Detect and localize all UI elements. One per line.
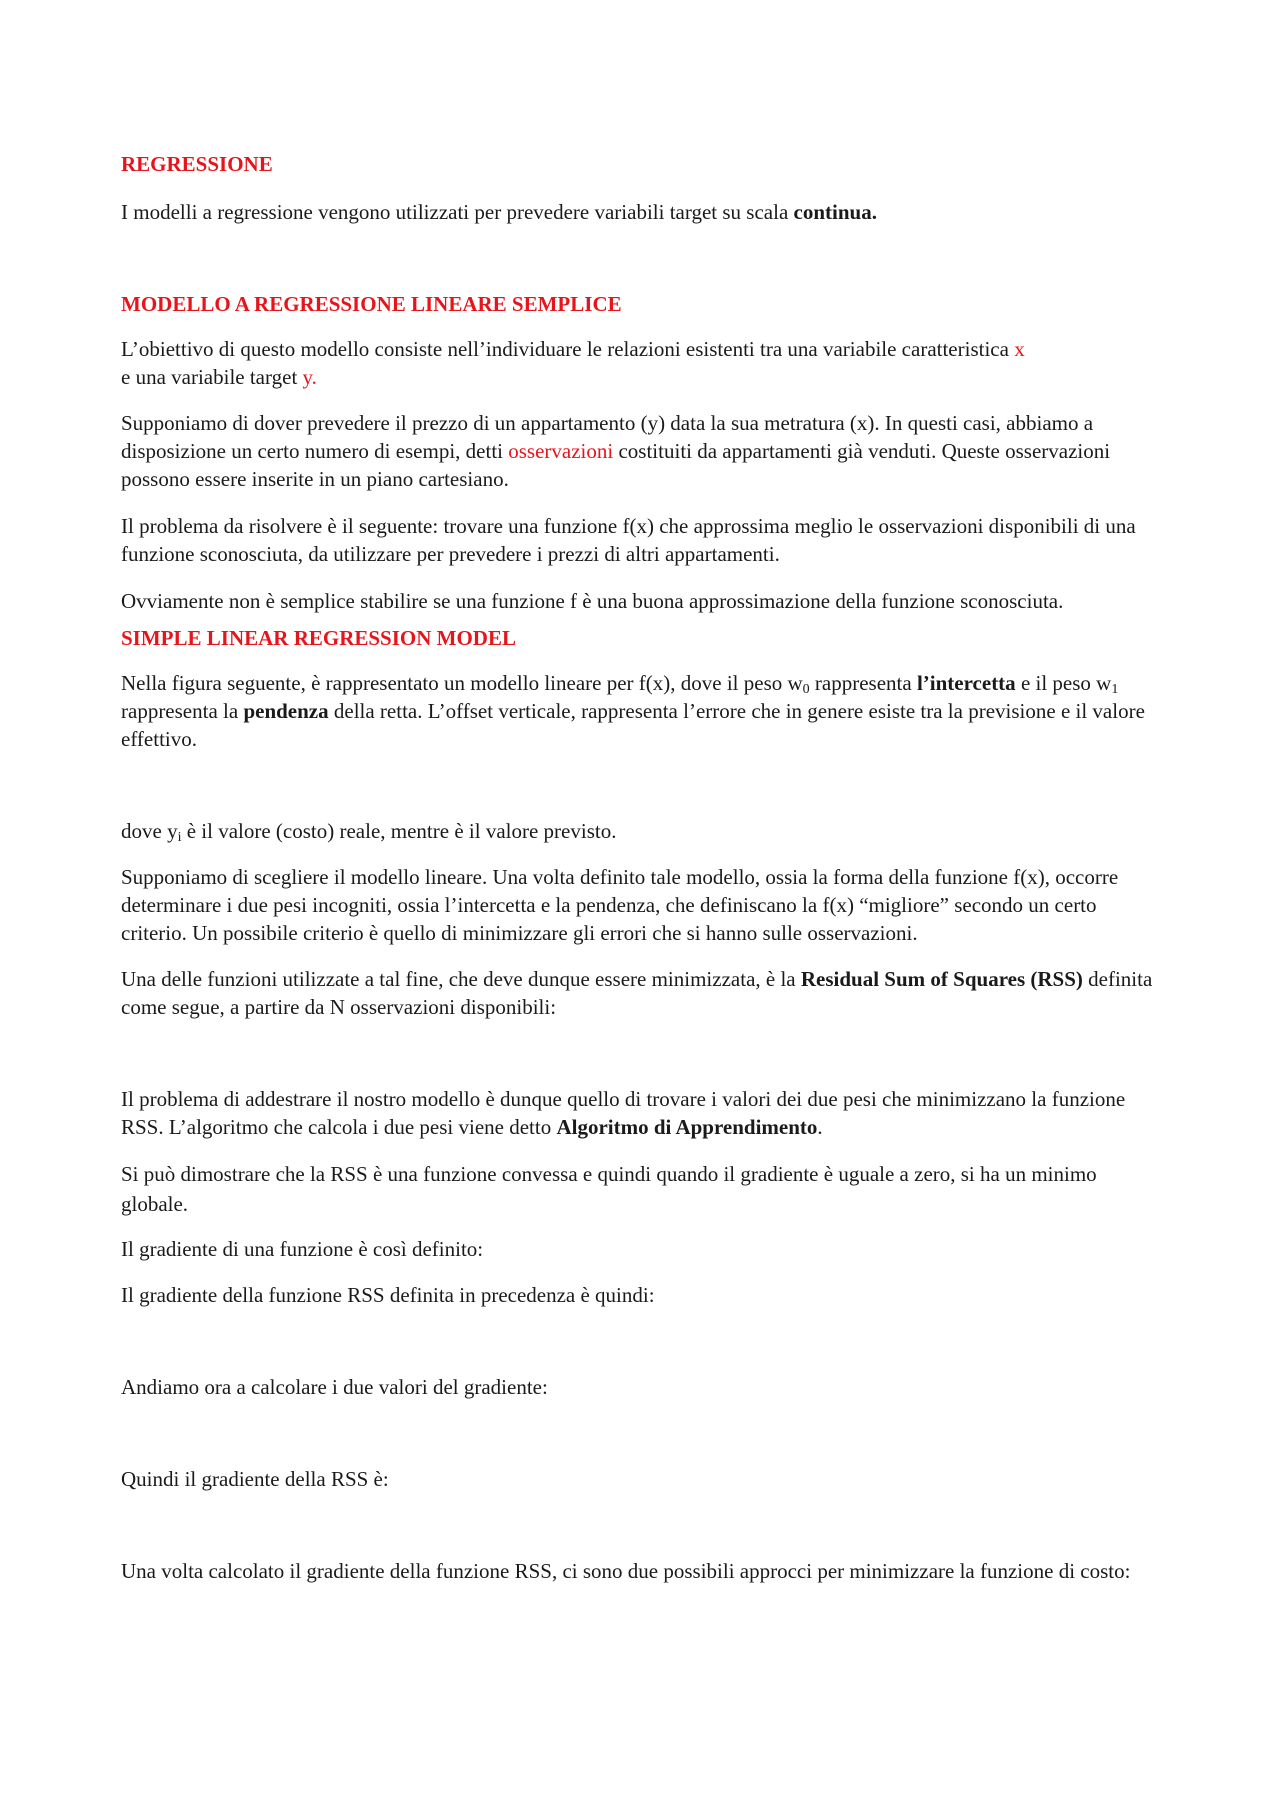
paragraph-problema: Il problema da risolvere è il seguente: trovare una funzione f(x) che approssima meglio le osservazioni disponibili di una funzione sconosciuta, da utilizzare per prevedere i prezzi di altri appartamenti. <box>121 514 1136 566</box>
paragraph-gradiente-rss: Il gradiente della funzione RSS definita in precedenza è quindi: <box>121 1283 655 1307</box>
heading-simple-linear: SIMPLE LINEAR REGRESSION MODEL <box>121 626 516 650</box>
paragraph-dove: dove $y_i$ è il valore (costo) reale, mentre è il valore previsto. <box>121 819 617 845</box>
paragraph-obiettivo: L’obiettivo di questo modello consiste nell’individuare le relazioni esistenti tra una variabile caratteristica x e una variabile target y. <box>121 337 1025 389</box>
heading-modello: MODELLO A REGRESSIONE LINEARE SEMPLICE <box>121 292 622 316</box>
paragraph-quindi: Quindi il gradiente della RSS è: <box>121 1467 389 1491</box>
paragraph-modello-lineare: Supponiamo di scegliere il modello lineare. Una volta definito tale modello, ossia la forma della funzione f(x), occorre determinare i due pesi incogniti, ossia l’intercetta e la pendenza, che definiscano la f(x) “migliore” secondo un certo criterio. Un possibile criterio è quello di minimizzare gli errori che si hanno sulle osservazioni. <box>121 865 1119 945</box>
paragraph-rss-intro: Una delle funzioni utilizzate a tal fine, che deve dunque essere minimizzata, è la Residual Sum of Squares (RSS) definita come segue, a partire da N osservazioni disponibili: <box>121 967 1153 1019</box>
heading-regressione: REGRESSIONE <box>121 152 273 176</box>
paragraph-supponiamo-prezzo: Supponiamo di dover prevedere il prezzo di un appartamento (y) data la sua metratura (x). In questi casi, abbiamo a disposizione un certo numero di esempi, detti osservazioni costituiti da appartamenti già venduti. Queste osservazioni possono essere inserite in un piano cartesiano. <box>121 411 1111 491</box>
paragraph-volta: Una volta calcolato il gradiente della funzione RSS, ci sono due possibili approcci per minimizzare la funzione di costo: <box>121 1559 1131 1583</box>
paragraph-andiamo: Andiamo ora a calcolare i due valori del gradiente: <box>121 1375 548 1399</box>
paragraph-convessa: Si può dimostrare che la RSS è una funzione convessa e quindi quando il gradiente è uguale a zero, si ha un minimo globale. <box>121 1162 1097 1216</box>
document-content <box>121 150 1161 1585</box>
paragraph-addestrare: Il problema di addestrare il nostro modello è dunque quello di trovare i valori dei due pesi che minimizzano la funzione RSS. L’algoritmo che calcola i due pesi viene detto Algoritmo di Apprendimento. <box>121 1087 1126 1139</box>
paragraph-intro: I modelli a regressione vengono utilizzati per prevedere variabili target su scala continua. <box>121 200 877 224</box>
paragraph-gradiente-def: Il gradiente di una funzione è così definito: <box>121 1237 484 1261</box>
paragraph-ovviamente: Ovviamente non è semplice stabilire se una funzione f è una buona approssimazione della funzione sconosciuta. <box>121 589 1064 613</box>
paragraph-figura: Nella figura seguente, è rappresentato un modello lineare per f(x), dove il peso $w_0$ rappresenta l’intercetta e il peso $w_1$ rappresenta la pendenza della retta. L’offset verticale, rappresenta l’errore che in genere esiste tra la previsione e il valore effettivo. <box>121 671 1145 751</box>
